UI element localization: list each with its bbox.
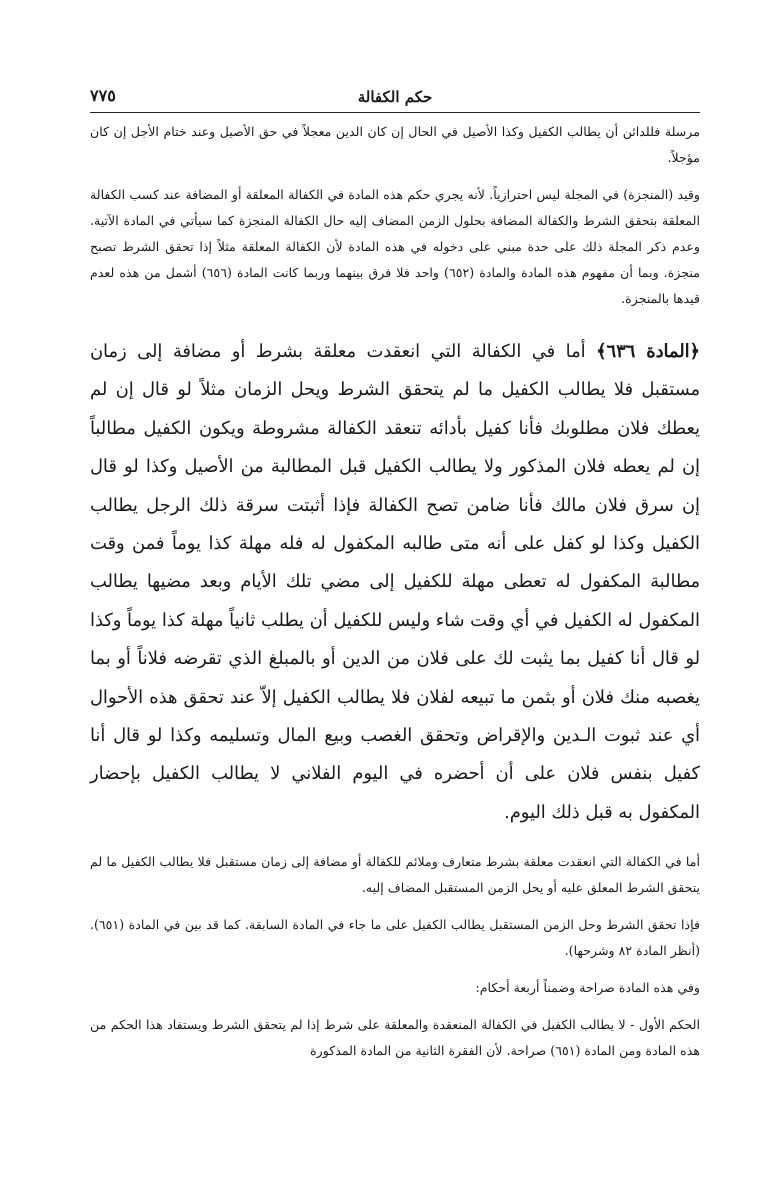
article-label: ﴿المادة ٦٣٦﴾ xyxy=(596,341,700,362)
page-number: ٧٧٥ xyxy=(90,86,116,105)
article-paragraph xyxy=(90,333,700,832)
running-header xyxy=(90,80,700,113)
commentary-paragraph: فإذا تحقق الشرط وحل الزمن المستقبل يطالب الكفيل على ما جاء في المادة السابقة. كما قد بين في المادة (٦٥١). (أنظر المادة ٨٢ وشرحها). xyxy=(90,917,700,959)
page-title: حكم الكفالة xyxy=(357,88,433,106)
commentary-paragraph: وفي هذه المادة صراحة وضمناً أربعة أحكام: xyxy=(475,980,700,996)
commentary-paragraph: أما في الكفالة التي انعقدت معلقة بشرط متعارف وملائم للكفالة أو مضافة إلى زمان مستقبل فلا يطالب الكفيل ما لم يتحقق الشرط المعلق عليه أو يحل الزمن المستقبل المضاف إليه. xyxy=(90,854,700,896)
page xyxy=(90,80,700,1064)
commentary-paragraph: الحكم الأول - لا يطالب الكفيل في الكفالة المنعقدة والمعلقة على شرط إذا لم يتحقق الشرط ويستفاد هذا الحكم من هذه المادة ومن المادة (٦٥١) صراحة. لأن الفقرة الثانية من المادة المذكورة xyxy=(90,1017,700,1059)
article-text: أما في الكفالة التي انعقدت معلقة بشرط أو مضافة إلى زمان مستقبل فلا يطالب الكفيل ما لم يتحقق الشرط ويحل الزمان مثلاً لو قال إن لم يعطك فلان مطلوبك فأنا كفيل بأدائه تنعقد الكفالة مشروطة ويكون الكفيل مطالباً إن لم يعطه فلان المذكور ولا يطالب الكفيل قبل المطالبة من الأصيل وكذا لو قال إن سرق فلان مالك فأنا ضامن تصح الكفالة فإذا أثبتت سرقة ذلك الرجل يطالب الكفيل وكذا لو كفل على أنه متى طالبه المكفول له فله مهلة كذا يوماً فمن وقت مطالبة المكفول له تعطى مهلة للكفيل إلى مضي تلك الأيام وبعد مضيها يطالب المكفول له الكفيل في أي وقت شاء وليس للكفيل أن يطلب ثانياً مهلة كذا يوماً وكذا لو قال أنا كفيل بما يثبت لك على فلان من الدين أو بالمبلغ الذي تقرضه فلاناً أو بما يغصبه منك فلان أو بثمن ما تبيعه لفلان فلا يطالب الكفيل إلاّ عند تحقق هذه الأحوال أي عند ثبوت الـدين والإقراض وتحقق الغصب وبيع المال وتسليمه وكذا لو قال أنا كفيل بنفس فلان على أن أحضره في اليوم الفلاني لا يطالب الكفيل بإحضار المكفول به قبل ذلك اليوم. xyxy=(90,341,700,823)
commentary-paragraph: وقيد (المنجزة) في المجلة ليس احترازياً. لأنه يجري حكم هذه المادة في الكفالة المعلقة أو المضافة عند كسب الكفالة المعلقة بتحقق الشرط والكفالة المضافة بحلول الزمن المضاف إليه حال الكفالة المنجزة كما سيأتي في المادة الآتية. وعدم ذكر المجلة ذلك على حدة مبني على دخوله في هذه المادة لأن الكفالة المعلقة مثلاً إذا تحقق الشرط تصبح منجزة. وبما أن مفهوم هذه المادة والمادة (٦٥٢) واحد فلا فرق بينهما وربما كانت المادة (٦٥٦) أشمل من هذه لعدم قيدها بالمنجزة. xyxy=(90,187,700,306)
commentary-paragraph: مرسلة فللدائن أن يطالب الكفيل وكذا الأصيل في الحال إن كان الدين معجلاً في حق الأصيل وعند ختام الأجل إن كان مؤجلاً. xyxy=(90,124,700,165)
